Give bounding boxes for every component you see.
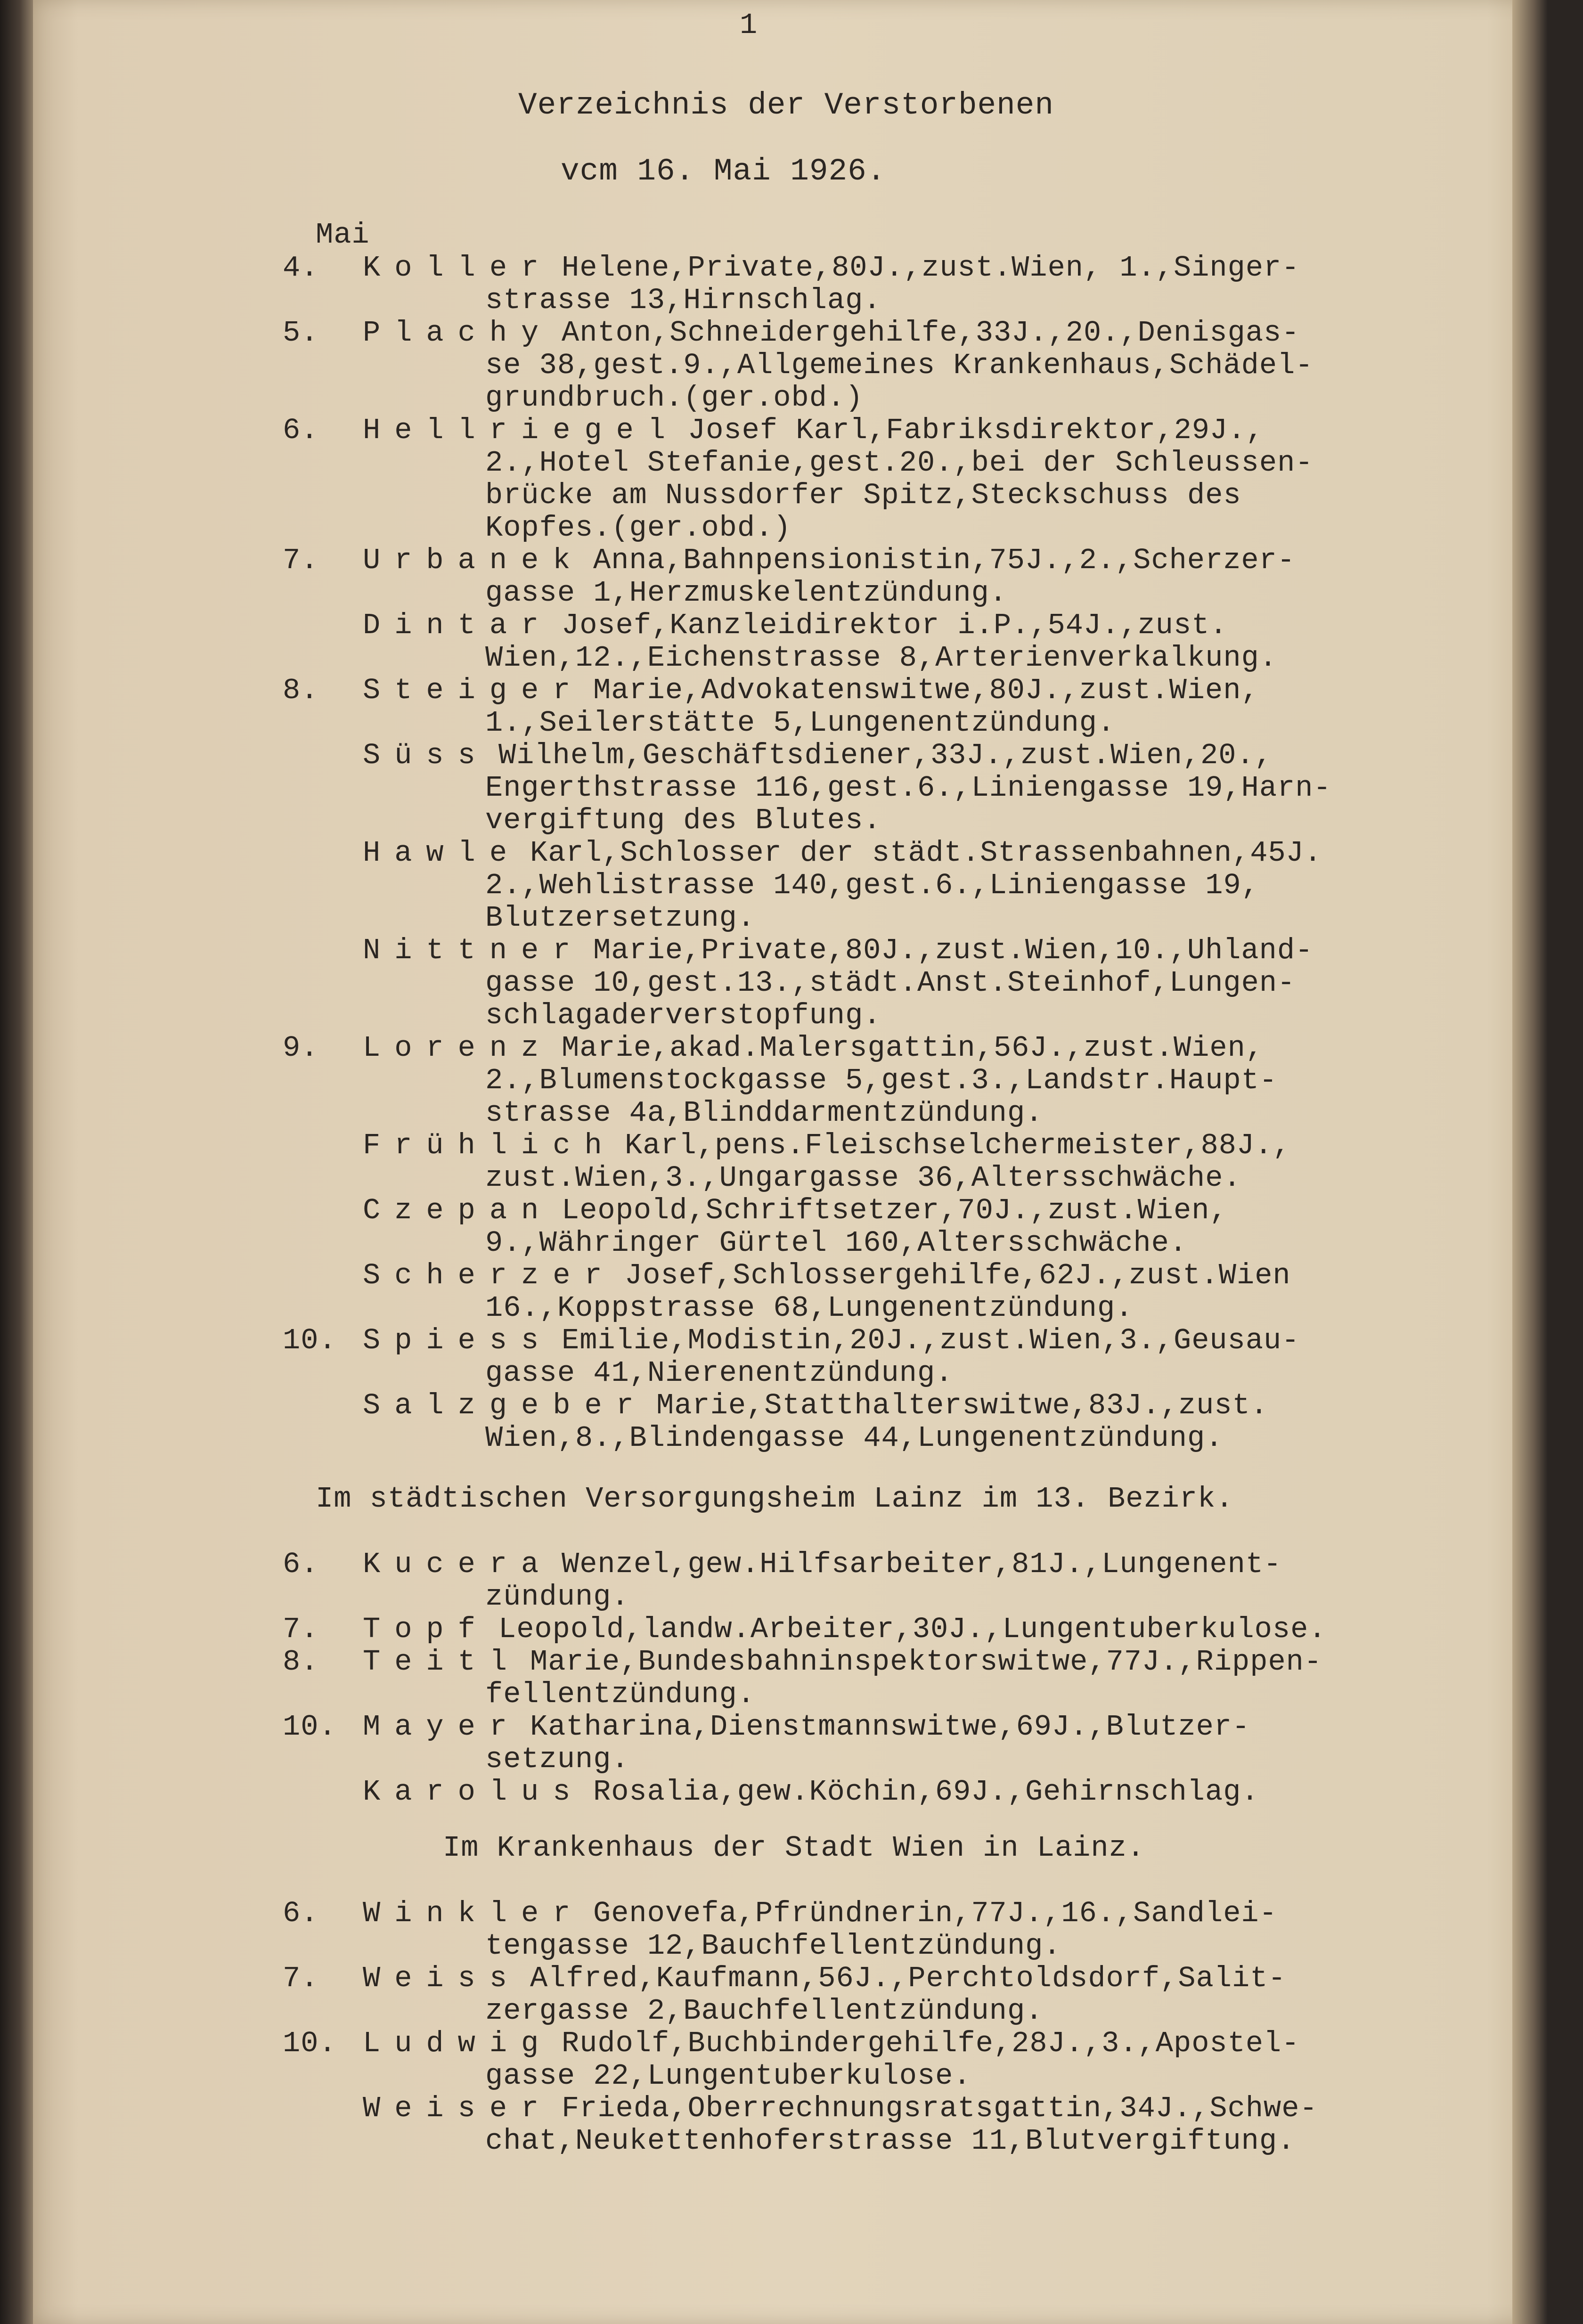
- entry-details-line1: Frieda,Oberrechnungsratsgattin,34J.,Schwe-: [562, 2092, 1318, 2125]
- entry-surname: Teitl: [363, 1645, 522, 1679]
- entry-surname: Nittner: [363, 934, 585, 967]
- page-number: 1: [740, 8, 758, 42]
- entry-details-line2: 2.,Blumenstockgasse 5,gest.3.,Landstr.Haupt-: [485, 1064, 1278, 1097]
- entry-day: 10.: [283, 2027, 337, 2060]
- entry-details-line1: Wenzel,gew.Hilfsarbeiter,81J.,Lungenent-: [562, 1548, 1282, 1581]
- entry-details-line3: Blutzersetzung.: [485, 901, 756, 935]
- document-page: [33, 0, 1548, 2324]
- entry-details-line2: 16.,Koppstrasse 68,Lungenentzündung.: [485, 1291, 1134, 1325]
- entry-details-line1: Helene,Private,80J.,zust.Wien, 1.,Singer-: [562, 251, 1300, 285]
- entry-surname: Weiser: [363, 2092, 553, 2125]
- entry-details-line1: Leopold,landw.Arbeiter,30J.,Lungentuberkulose.: [498, 1613, 1327, 1646]
- entry-surname: Mayer: [363, 1710, 522, 1744]
- entry-details-line1: Marie,Statthalterswitwe,83J.,zust.: [656, 1389, 1269, 1422]
- entry-day: 10.: [283, 1710, 337, 1744]
- entry-day: 6.: [283, 1548, 319, 1581]
- entry-details-line1: Wilhelm,Geschäftsdiener,33J.,zust.Wien,20.,: [498, 739, 1273, 772]
- entry-day: 7.: [283, 1962, 319, 1995]
- entry-day: 9.: [283, 1031, 319, 1065]
- entry-details-line2: gasse 10,gest.13.,städt.Anst.Steinhof,Lungen-: [485, 966, 1296, 1000]
- entry-surname: Spiess: [363, 1324, 553, 1357]
- entry-details-line1: Josef,Schlossergehilfe,62J.,zust.Wien: [625, 1259, 1291, 1292]
- entry-details-line1: Anna,Bahnpensionistin,75J.,2.,Scherzer-: [593, 544, 1296, 577]
- entry-surname: Hawle: [363, 836, 522, 870]
- entry-details-line2: gasse 1,Herzmuskelentzündung.: [485, 576, 1007, 610]
- entry-surname: Weiss: [363, 1962, 522, 1995]
- entry-details-line2: zust.Wien,3.,Ungargasse 36,Altersschwäche.: [485, 1161, 1241, 1195]
- entry-surname: Hellriegel: [363, 414, 680, 447]
- entry-details-line1: Karl,pens.Fleischselchermeister,88J.,: [625, 1129, 1291, 1162]
- entry-details-line1: Anton,Schneidergehilfe,33J.,20.,Denisgas-: [562, 316, 1300, 350]
- entry-day: 8.: [283, 674, 319, 707]
- page-right-edge: [1512, 0, 1548, 2324]
- entry-surname: Salzgeber: [363, 1389, 648, 1422]
- entry-surname: Urbanek: [363, 544, 585, 577]
- entry-surname: Karolus: [363, 1775, 585, 1809]
- entry-details-line2: Wien,12.,Eichenstrasse 8,Arterienverkalkung.: [485, 641, 1278, 675]
- document-subtitle: vcm 16. Mai 1926.: [561, 154, 886, 189]
- entry-details-line2: gasse 22,Lungentuberkulose.: [485, 2059, 971, 2093]
- section-heading-krankenhaus: Im Krankenhaus der Stadt Wien in Lainz.: [443, 1831, 1145, 1865]
- book-binding-edge: [0, 0, 33, 2324]
- entry-surname: Czepan: [363, 1194, 553, 1227]
- entry-details-line2: se 38,gest.9.,Allgemeines Krankenhaus,Schädel-: [485, 349, 1314, 382]
- entry-details-line3: brücke am Nussdorfer Spitz,Steckschuss des: [485, 479, 1241, 512]
- entry-surname: Kucera: [363, 1548, 553, 1581]
- entry-details-line2: zündung.: [485, 1580, 629, 1614]
- entry-details-line1: Rudolf,Buchbindergehilfe,28J.,3.,Apostel-: [562, 2027, 1300, 2060]
- entry-details-line2: 2.,Wehlistrasse 140,gest.6.,Liniengasse 19,: [485, 869, 1259, 902]
- entry-details-line2: gasse 41,Nierenentzündung.: [485, 1356, 954, 1390]
- entry-details-line3: schlagaderverstopfung.: [485, 999, 881, 1032]
- entry-day: 10.: [283, 1324, 337, 1357]
- entry-day: 8.: [283, 1645, 319, 1679]
- entry-surname: Plachy: [363, 316, 553, 350]
- entry-details-line1: Marie,Bundesbahninspektorswitwe,77J.,Rippen-: [530, 1645, 1322, 1679]
- month-label: Mai: [316, 218, 370, 252]
- entry-details-line1: Marie,Private,80J.,zust.Wien,10.,Uhland-: [593, 934, 1314, 967]
- entry-details-line1: Genovefa,Pfründnerin,77J.,16.,Sandlei-: [593, 1897, 1277, 1930]
- entry-surname: Koller: [363, 251, 553, 285]
- entry-details-line3: strasse 4a,Blinddarmentzündung.: [485, 1096, 1044, 1130]
- entry-day: 5.: [283, 316, 319, 350]
- section-heading-versorgungsheim: Im städtischen Versorgungsheim Lainz im 13. Bezirk.: [316, 1482, 1234, 1516]
- entry-surname: Frühlich: [363, 1129, 616, 1162]
- entry-surname: Ludwig: [363, 2027, 553, 2060]
- entry-day: 6.: [283, 1897, 319, 1930]
- entry-details-line3: vergiftung des Blutes.: [485, 804, 881, 837]
- entry-details-line1: Katharina,Dienstmannswitwe,69J.,Blutzer-: [530, 1710, 1250, 1744]
- entry-details-line1: Josef Karl,Fabriksdirektor,29J.,: [688, 414, 1264, 447]
- entry-surname: Dintar: [363, 609, 553, 642]
- entry-details-line2: Wien,8.,Blindengasse 44,Lungenentzündung.: [485, 1421, 1224, 1455]
- entry-details-line1: Emilie,Modistin,20J.,zust.Wien,3.,Geusau-: [562, 1324, 1300, 1357]
- entry-details-line2: tengasse 12,Bauchfellentzündung.: [485, 1929, 1061, 1963]
- entry-day: 4.: [283, 251, 319, 285]
- entry-details-line4: Kopfes.(ger.obd.): [485, 511, 792, 545]
- entry-details-line2: fellentzündung.: [485, 1678, 756, 1711]
- entry-surname: Topf: [363, 1613, 490, 1646]
- document-title: Verzeichnis der Verstorbenen: [518, 88, 1054, 123]
- entry-surname: Steiger: [363, 674, 585, 707]
- entry-surname: Scherzer: [363, 1259, 616, 1292]
- entry-day: 7.: [283, 1613, 319, 1646]
- entry-details-line1: Alfred,Kaufmann,56J.,Perchtoldsdorf,Salit-: [530, 1962, 1286, 1995]
- entry-details-line1: Marie,Advokatenswitwe,80J.,zust.Wien,: [593, 674, 1259, 707]
- entry-details-line2: 1.,Seilerstätte 5,Lungenentzündung.: [485, 706, 1116, 740]
- entry-details-line1: Marie,akad.Malersgattin,56J.,zust.Wien,: [562, 1031, 1264, 1065]
- entry-details-line2: zergasse 2,Bauchfellentzündung.: [485, 1994, 1044, 2028]
- entry-surname: Winkler: [363, 1897, 585, 1930]
- entry-surname: Süss: [363, 739, 490, 772]
- entry-details-line2: strasse 13,Hirnschlag.: [485, 284, 881, 317]
- entry-details-line1: Josef,Kanzleidirektor i.P.,54J.,zust.: [562, 609, 1228, 642]
- entry-day: 7.: [283, 544, 319, 577]
- entry-details-line1: Rosalia,gew.Köchin,69J.,Gehirnschlag.: [593, 1775, 1259, 1809]
- entry-surname: Lorenz: [363, 1031, 553, 1065]
- entry-details-line2: 9.,Währinger Gürtel 160,Altersschwäche.: [485, 1226, 1188, 1260]
- entry-details-line2: chat,Neukettenhoferstrasse 11,Blutvergiftung.: [485, 2124, 1296, 2158]
- entry-day: 6.: [283, 414, 319, 447]
- entry-details-line1: Karl,Schlosser der städt.Strassenbahnen,45J.: [530, 836, 1322, 870]
- entry-details-line2: Engerthstrasse 116,gest.6.,Liniengasse 19,Harn-: [485, 771, 1331, 805]
- entry-details-line1: Leopold,Schriftsetzer,70J.,zust.Wien,: [562, 1194, 1228, 1227]
- entry-details-line3: grundbruch.(ger.obd.): [485, 381, 864, 415]
- entry-details-line2: setzung.: [485, 1743, 629, 1776]
- entry-details-line2: 2.,Hotel Stefanie,gest.20.,bei der Schleussen-: [485, 446, 1314, 480]
